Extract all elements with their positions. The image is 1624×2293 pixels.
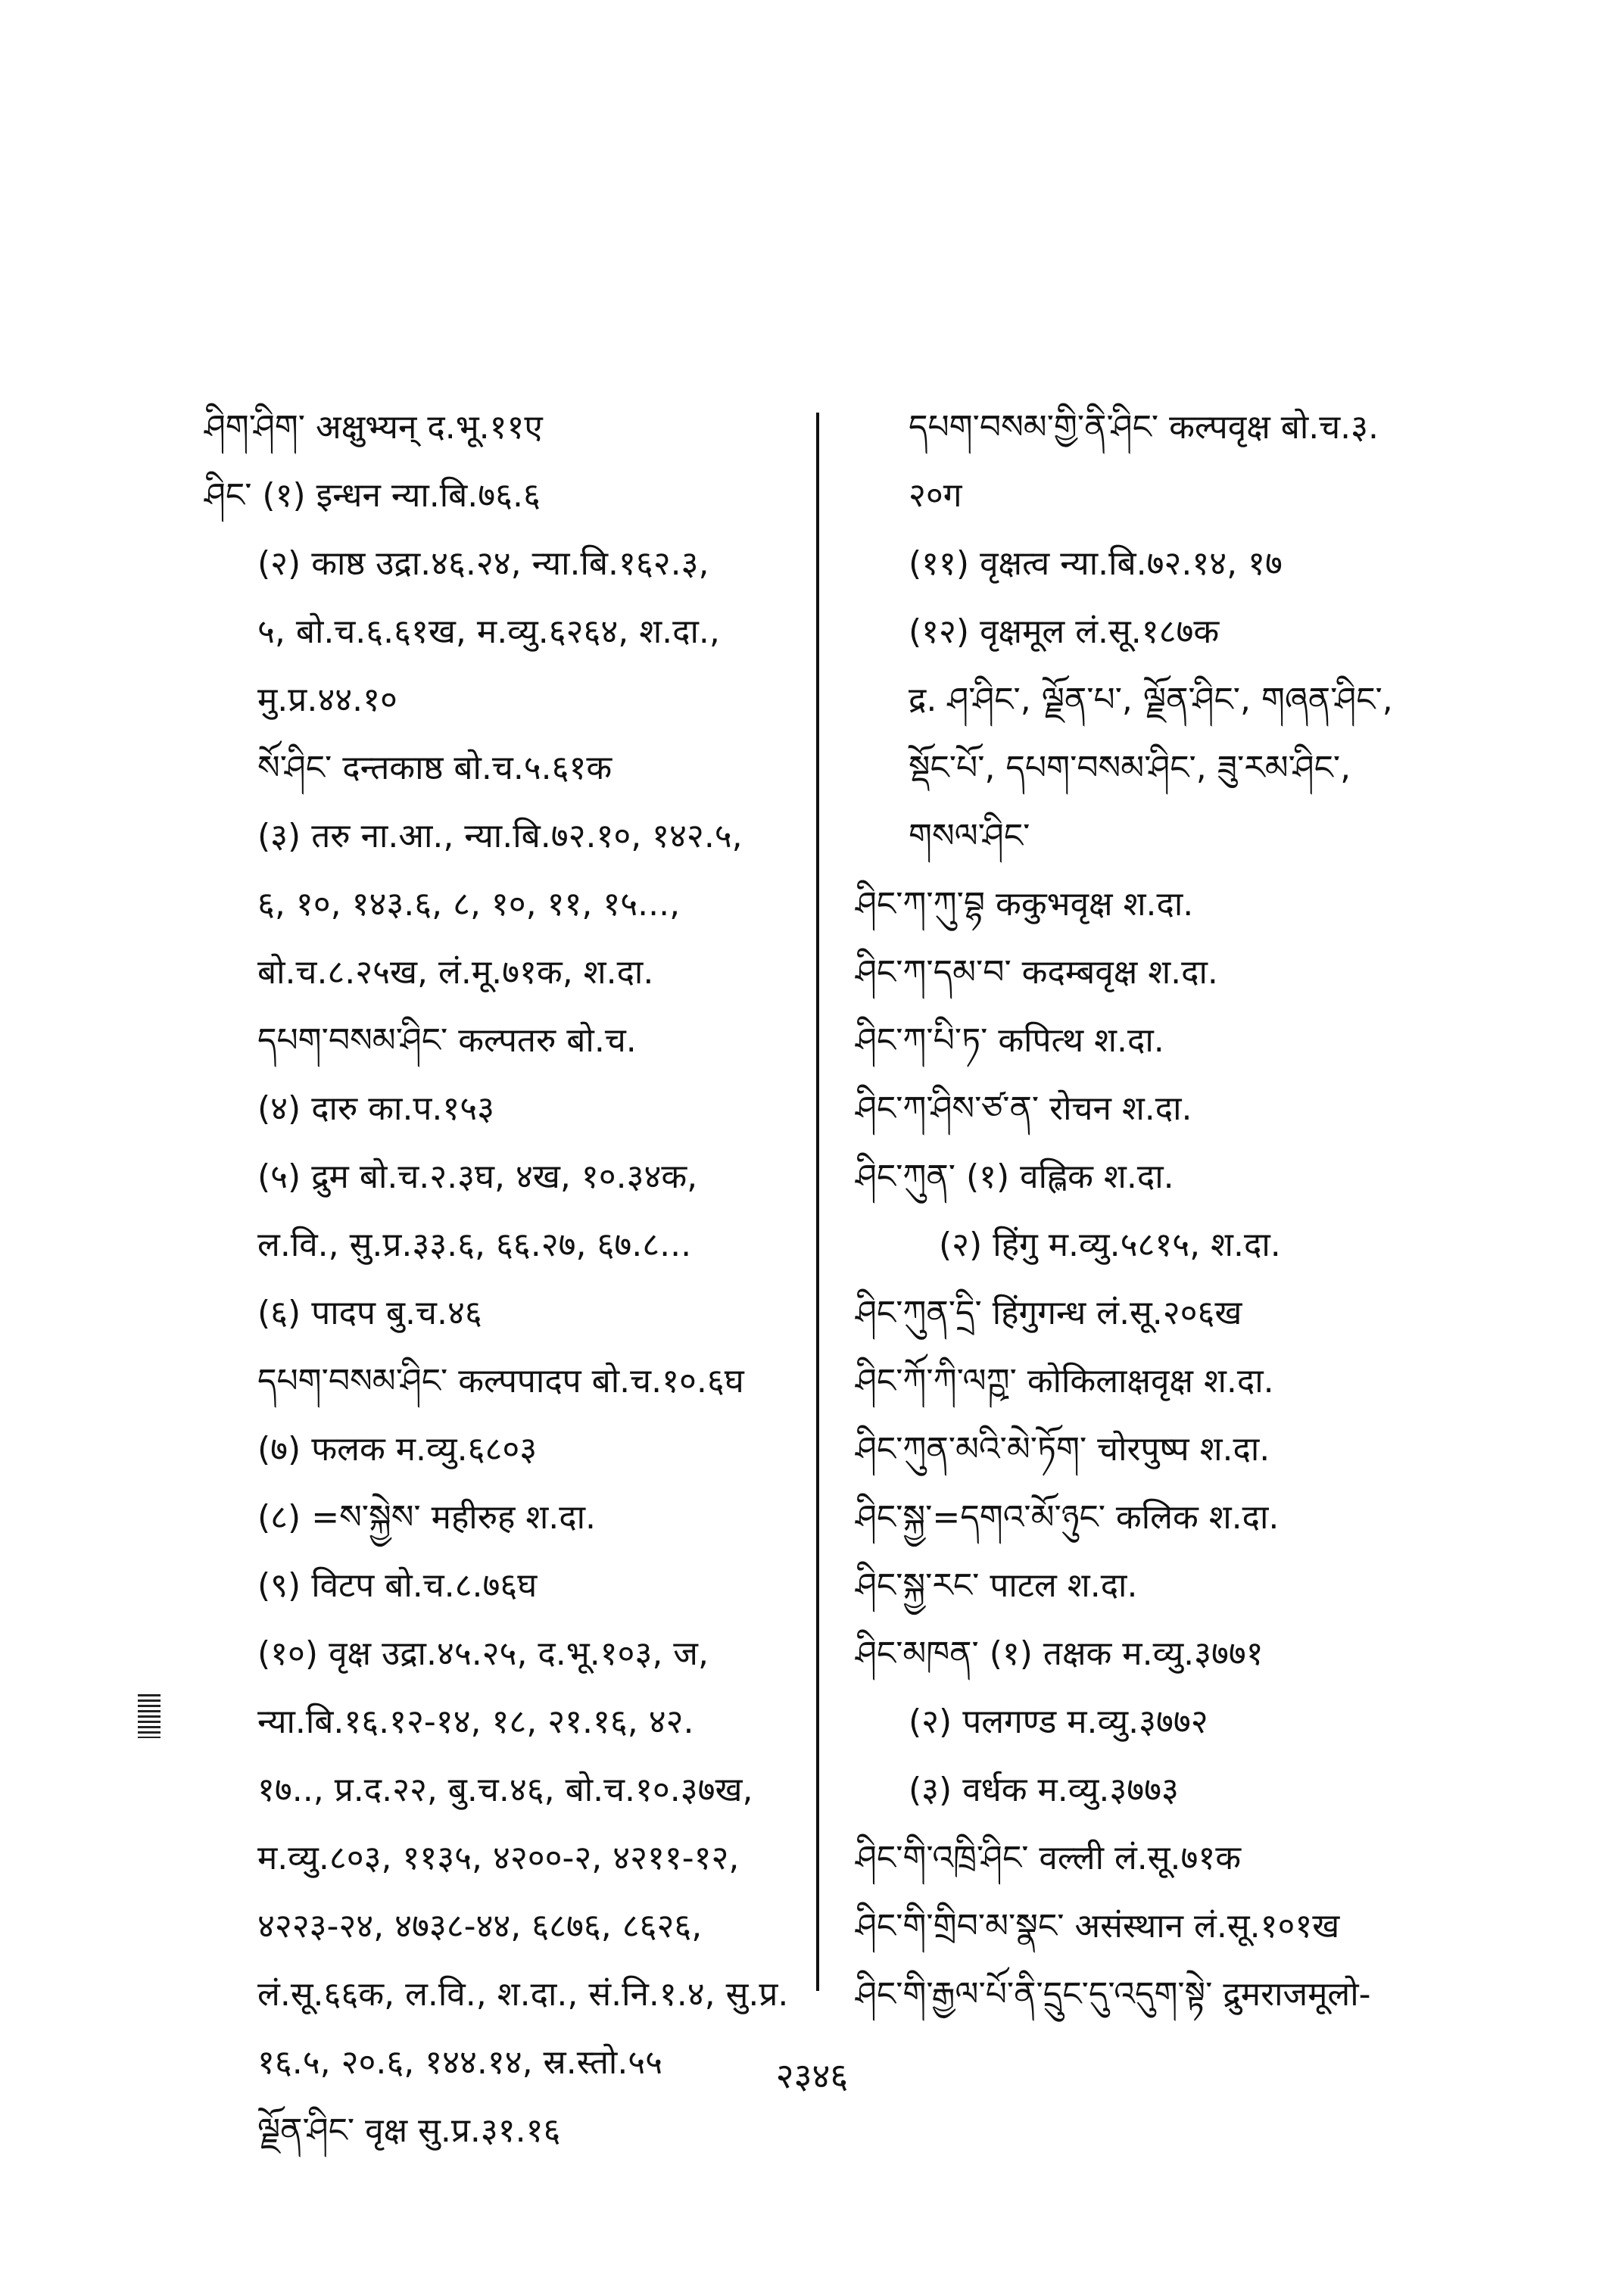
dictionary-line: (१२) वृक्षमूल लं.सू.१८७क — [909, 612, 1220, 651]
page-number: २३४६ — [775, 2055, 849, 2096]
dictionary-line: (२) काष्ठ उद्रा.४६.२४, न्या.बि.१६२.३, — [257, 544, 709, 583]
dictionary-line: དཔག་བསམ་གྱི་ནི་ཤིང་ कल्पवृक्ष बो.च.३. — [909, 408, 1379, 447]
dictionary-line: (२) पलगण्ड म.व्यु.३७७२ — [909, 1703, 1208, 1741]
dictionary-line: ཤིང་མཁན་ (१) तक्षक म.व्यु.३७७१ — [856, 1634, 1264, 1673]
dictionary-line: ཤིང་ཀུན་དྲི་ हिंगुगन्ध लं.सू.२०६ख — [856, 1294, 1242, 1332]
margin-mark — [138, 1694, 161, 1738]
dictionary-line: ཤིང་ཀ་ཤིས་ཙ་ན་ रोचन श.दा. — [856, 1089, 1192, 1128]
dictionary-line: ५, बो.च.६.६१ख, म.व्यु.६२६४, श.दा., — [257, 612, 720, 651]
dictionary-line: ཤིང་སྐྱ་རང་ पाटल श.दा. — [856, 1566, 1138, 1605]
dictionary-line: ཤིང་ཀ་དམ་བ་ कदम्बवृक्ष श.दा. — [856, 953, 1218, 992]
dictionary-line: (३) वर्धक म.व्यु.३७७३ — [909, 1771, 1179, 1809]
dictionary-line: སྡོང་པོ་, དཔག་བསམ་ཤིང་, ཟུ་རམ་ཤིང་, — [909, 749, 1351, 787]
dictionary-line: (११) वृक्षत्व न्या.बि.७२.१४, १७ — [909, 544, 1283, 583]
dictionary-line: ཤིང་ཀ་པི་ཏ་ कपित्थ श.दा. — [856, 1021, 1164, 1060]
dictionary-line: मु.प्र.४४.१० — [257, 681, 397, 719]
dictionary-line: बो.च.८.२५ख, लं.मू.७१क, श.दा. — [257, 953, 654, 992]
dictionary-line: (७) फलक म.व्यु.६८०३ — [257, 1430, 538, 1469]
dictionary-line: དཔག་བསམ་ཤིང་ कल्पपादप बो.च.१०.६घ — [257, 1362, 744, 1400]
dictionary-line: ཤིང་སྐྱ་=དགའ་མོ་ཉུང་ कलिक श.दा. — [856, 1498, 1280, 1537]
dictionary-line: न्या.बि.१६.१२-१४, १८, २१.१६, ४२. — [257, 1703, 694, 1741]
dictionary-line: १६.५, २०.६, १४४.१४, स्र.स्तो.५५ — [257, 2043, 663, 2082]
dictionary-line: द्र. ཤ་ཤིང་, ལྗོན་པ་, ལྗོན་ཤིང་, གཞན་ཤིང་, — [909, 681, 1393, 719]
dictionary-line: ལྗོན་ཤིང་ वृक्ष सु.प्र.३१.१६ — [257, 2111, 561, 2150]
dictionary-line: དཔག་བསམ་ཤིང་ कल्पतरु बो.च. — [257, 1021, 637, 1060]
dictionary-line: ल.वि., सु.प्र.३३.६, ६६.२७, ६७.८... — [257, 1226, 692, 1264]
dictionary-line: ཤིང་ (१) इन्धन न्या.बि.७६.६ — [204, 476, 541, 515]
right-column — [856, 394, 1499, 2029]
dictionary-line: (४) दारु का.प.१५३ — [257, 1089, 495, 1128]
dictionary-line: ཤིང་ཀུན་མའི་མེ་ཏོག་ चोरपुष्प श.दा. — [856, 1430, 1270, 1469]
dictionary-line: लं.सू.६६क, ल.वि., श.दा., सं.नि.१.४, सु.प्र. — [257, 1975, 789, 2014]
dictionary-line: ཤིང་ཀུན་ (१) वह्लिक श.दा. — [856, 1157, 1174, 1196]
dictionary-line: (९) विटप बो.च.८.७६घ — [257, 1566, 538, 1605]
dictionary-line: གསལ་ཤིང་ — [909, 817, 1030, 855]
dictionary-line: २०ग — [909, 476, 962, 515]
dictionary-line: ཤིང་གི་འཁྲི་ཤིང་ वल्ली लं.सू.७१क — [856, 1839, 1242, 1877]
dictionary-line: (१०) वृक्ष उद्रा.४५.२५, द.भू.१०३, ज, — [257, 1634, 709, 1673]
dictionary-line: ཤིག་ཤིག་ अक्षुभ्यन् द.भू.११ए — [204, 408, 543, 447]
dictionary-line: म.व्यु.८०३, ११३५, ४२००-२, ४२११-१२, — [257, 1839, 740, 1877]
dictionary-line: (८) =ས་སྐྱེས་ महीरुह श.दा. — [257, 1498, 597, 1537]
dictionary-line: ཤིང་ཀོ་ཀི་ལཀྵ་ कोकिलाक्षवृक्ष श.दा. — [856, 1362, 1274, 1400]
dictionary-line: १७.., प्र.द.२२, बु.च.४६, बो.च.१०.३७ख, — [257, 1771, 753, 1809]
left-column — [204, 394, 795, 2165]
dictionary-line: ४२२३-२४, ४७३८-४४, ६८७६, ८६२६, — [257, 1907, 703, 1946]
dictionary-line: སོ་ཤིང་ दन्तकाष्ठ बो.च.५.६१क — [257, 749, 613, 787]
dictionary-line: ཤིང་གི་རྒྱལ་པོ་ནི་དྲུང་དུ་འདུག་སྟེ་ द्रुमराजमूलो- — [856, 1975, 1371, 2014]
dictionary-line: ६, १०, १४३.६, ८, १०, ११, १५..., — [257, 885, 681, 924]
dictionary-line: ཤིང་ཀ་ཀུ་བྷ ककुभवृक्ष श.दा. — [856, 885, 1194, 924]
dictionary-line: ཤིང་གི་གྲིབ་མ་སྣང་ असंस्थान लं.सू.१०१ख — [856, 1907, 1340, 1946]
dictionary-line: (५) द्रुम बो.च.२.३घ, ४ख, १०.३४क, — [257, 1157, 698, 1196]
column-divider — [816, 413, 819, 1991]
dictionary-line: (३) तरु ना.आ., न्या.बि.७२.१०, १४२.५, — [257, 817, 743, 855]
dictionary-line: (२) हिंगु म.व्यु.५८१५, श.दा. — [939, 1226, 1281, 1264]
dictionary-line: (६) पादप बु.च.४६ — [257, 1294, 482, 1332]
